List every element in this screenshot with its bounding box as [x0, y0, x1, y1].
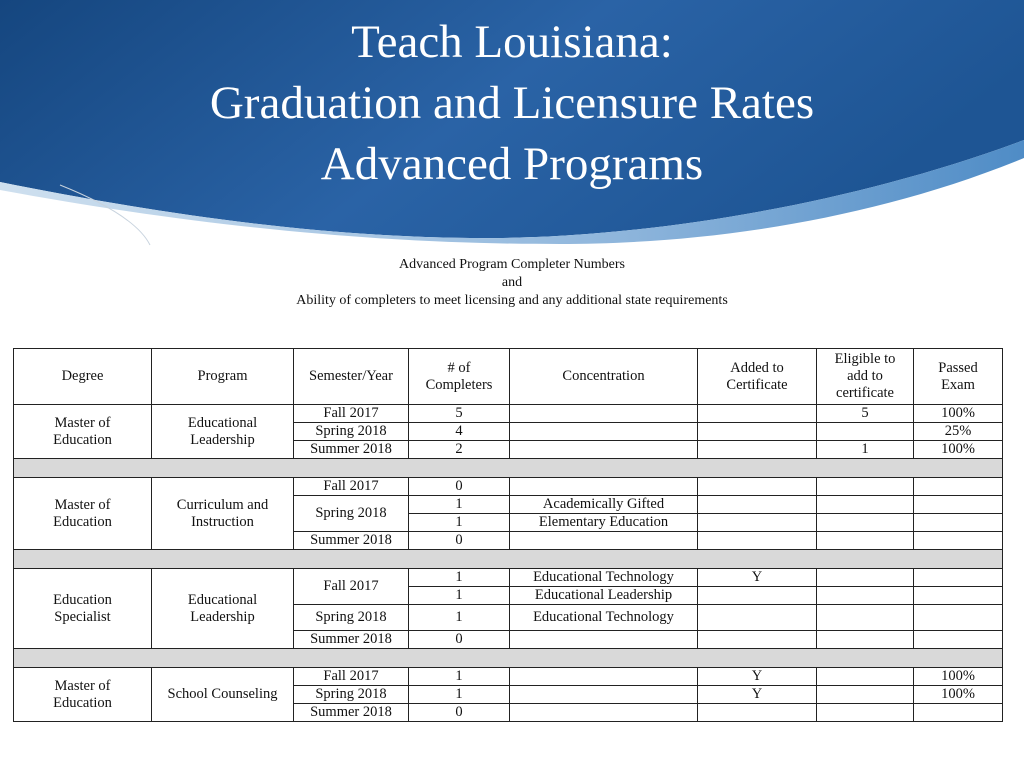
added-cell — [698, 587, 817, 605]
separator-row — [14, 550, 1003, 569]
eligible-cell — [817, 704, 914, 722]
added-cell: Y — [698, 569, 817, 587]
completers-cell: 1 — [409, 496, 510, 514]
completers-cell: 2 — [409, 441, 510, 459]
header-semester: Semester/Year — [294, 349, 409, 405]
passed-cell — [914, 704, 1003, 722]
semester-cell: Fall 2017 — [294, 478, 409, 496]
completers-cell: 1 — [409, 605, 510, 631]
eligible-cell — [817, 478, 914, 496]
added-cell — [698, 605, 817, 631]
title-line-1: Teach Louisiana: — [351, 16, 673, 68]
completers-cell: 0 — [409, 478, 510, 496]
concentration-cell: Educational Technology — [510, 605, 698, 631]
separator-row — [14, 649, 1003, 668]
passed-cell — [914, 532, 1003, 550]
slide-header-banner — [0, 0, 1024, 250]
separator-cell — [14, 459, 1003, 478]
degree-cell — [14, 668, 152, 722]
table-row — [14, 668, 1003, 686]
concentration-cell: Educational Leadership — [510, 587, 698, 605]
semester-cell: Summer 2018 — [294, 532, 409, 550]
concentration-cell — [510, 631, 698, 649]
passed-cell: 100% — [914, 668, 1003, 686]
completers-cell: 1 — [409, 668, 510, 686]
semester-cell: Summer 2018 — [294, 441, 409, 459]
eligible-cell — [817, 631, 914, 649]
passed-cell: 100% — [914, 686, 1003, 704]
header-degree: Degree — [14, 349, 152, 405]
degree-line-2: Education — [53, 431, 112, 448]
completers-cell: 1 — [409, 587, 510, 605]
program-line-1: Educational — [187, 414, 258, 431]
concentration-cell — [510, 704, 698, 722]
eligible-cell — [817, 668, 914, 686]
eligible-cell — [817, 496, 914, 514]
header-added-line-1: Added to — [730, 359, 784, 376]
passed-cell — [914, 631, 1003, 649]
completers-cell: 5 — [409, 405, 510, 423]
degree-line-1: Master of — [54, 496, 111, 513]
completers-cell: 1 — [409, 514, 510, 532]
header-passed-line-2: Exam — [941, 376, 975, 393]
eligible-cell — [817, 532, 914, 550]
program-line-2: Leadership — [190, 431, 255, 448]
table-row — [14, 478, 1003, 496]
passed-cell — [914, 605, 1003, 631]
added-cell — [698, 514, 817, 532]
semester-cell: Fall 2017 — [294, 668, 409, 686]
header-eligible — [817, 349, 914, 405]
eligible-cell — [817, 569, 914, 587]
header-added-line-2: Certificate — [726, 376, 788, 393]
semester-cell: Spring 2018 — [294, 686, 409, 704]
eligible-cell — [817, 686, 914, 704]
header-completers-line-1: # of — [447, 359, 471, 376]
added-cell: Y — [698, 668, 817, 686]
completers-cell: 0 — [409, 704, 510, 722]
concentration-cell — [510, 441, 698, 459]
degree-line-1: Master of — [54, 414, 111, 431]
concentration-cell — [510, 405, 698, 423]
semester-cell: Fall 2017 — [294, 405, 409, 423]
added-cell — [698, 704, 817, 722]
passed-cell: 25% — [914, 423, 1003, 441]
concentration-cell — [510, 686, 698, 704]
table-row — [14, 405, 1003, 423]
caption-line-2: and — [501, 275, 523, 290]
added-cell — [698, 496, 817, 514]
completers-cell: 0 — [409, 631, 510, 649]
concentration-cell: Academically Gifted — [510, 496, 698, 514]
table-header-row — [14, 349, 1003, 405]
program-line-2: Leadership — [190, 608, 255, 625]
header-completers — [409, 349, 510, 405]
program-line-2: Instruction — [191, 513, 254, 530]
eligible-cell — [817, 587, 914, 605]
concentration-cell — [510, 532, 698, 550]
header-eligible-line-1: Eligible to — [834, 351, 896, 367]
degree-line-2: Education — [53, 513, 112, 530]
added-cell — [698, 532, 817, 550]
semester-cell: Spring 2018 — [294, 605, 409, 631]
header-eligible-line-2: add to — [847, 368, 883, 384]
table-caption — [0, 256, 1024, 310]
passed-cell: 100% — [914, 405, 1003, 423]
eligible-cell — [817, 423, 914, 441]
program-cell — [152, 569, 294, 649]
added-cell — [698, 405, 817, 423]
program-cell — [152, 405, 294, 459]
completers-cell: 1 — [409, 569, 510, 587]
degree-cell — [14, 569, 152, 649]
passed-cell — [914, 587, 1003, 605]
passed-cell — [914, 569, 1003, 587]
degree-line-1: Education — [53, 591, 112, 608]
header-concentration: Concentration — [510, 349, 698, 405]
eligible-cell — [817, 605, 914, 631]
semester-cell: Spring 2018 — [294, 496, 409, 532]
slide-title — [0, 12, 1024, 195]
caption-line-3: Ability of completers to meet licensing and any additional state requirements — [296, 293, 728, 308]
semester-cell: Spring 2018 — [294, 423, 409, 441]
eligible-cell: 1 — [817, 441, 914, 459]
completer-table — [13, 348, 1003, 722]
program-line-1: Educational — [187, 591, 258, 608]
header-eligible-line-3: certificate — [836, 385, 894, 401]
passed-cell: 100% — [914, 441, 1003, 459]
passed-cell — [914, 496, 1003, 514]
header-completers-line-2: Completers — [425, 376, 493, 393]
concentration-cell — [510, 668, 698, 686]
added-cell: Y — [698, 686, 817, 704]
passed-cell — [914, 514, 1003, 532]
separator-cell — [14, 649, 1003, 668]
title-line-3: Advanced Programs — [320, 138, 704, 190]
degree-cell — [14, 478, 152, 550]
semester-cell: Fall 2017 — [294, 569, 409, 605]
header-passed-line-1: Passed — [938, 359, 978, 376]
concentration-cell — [510, 423, 698, 441]
concentration-cell: Elementary Education — [510, 514, 698, 532]
program-cell — [152, 478, 294, 550]
added-cell — [698, 423, 817, 441]
header-added — [698, 349, 817, 405]
degree-line-2: Education — [53, 694, 112, 711]
completers-cell: 0 — [409, 532, 510, 550]
caption-line-1: Advanced Program Completer Numbers — [399, 257, 625, 272]
eligible-cell — [817, 514, 914, 532]
header-passed — [914, 349, 1003, 405]
degree-line-1: Master of — [54, 677, 111, 694]
separator-row — [14, 459, 1003, 478]
passed-cell — [914, 478, 1003, 496]
concentration-cell — [510, 478, 698, 496]
program-line-1: Curriculum and — [176, 496, 269, 513]
semester-cell: Summer 2018 — [294, 704, 409, 722]
separator-cell — [14, 550, 1003, 569]
eligible-cell: 5 — [817, 405, 914, 423]
completers-cell: 1 — [409, 686, 510, 704]
added-cell — [698, 441, 817, 459]
added-cell — [698, 478, 817, 496]
added-cell — [698, 631, 817, 649]
semester-cell: Summer 2018 — [294, 631, 409, 649]
concentration-cell: Educational Technology — [510, 569, 698, 587]
completers-cell: 4 — [409, 423, 510, 441]
title-line-2: Graduation and Licensure Rates — [209, 77, 815, 129]
header-program: Program — [152, 349, 294, 405]
table-row — [14, 569, 1003, 587]
degree-cell — [14, 405, 152, 459]
program-cell: School Counseling — [152, 668, 294, 722]
degree-line-2: Specialist — [54, 608, 111, 625]
